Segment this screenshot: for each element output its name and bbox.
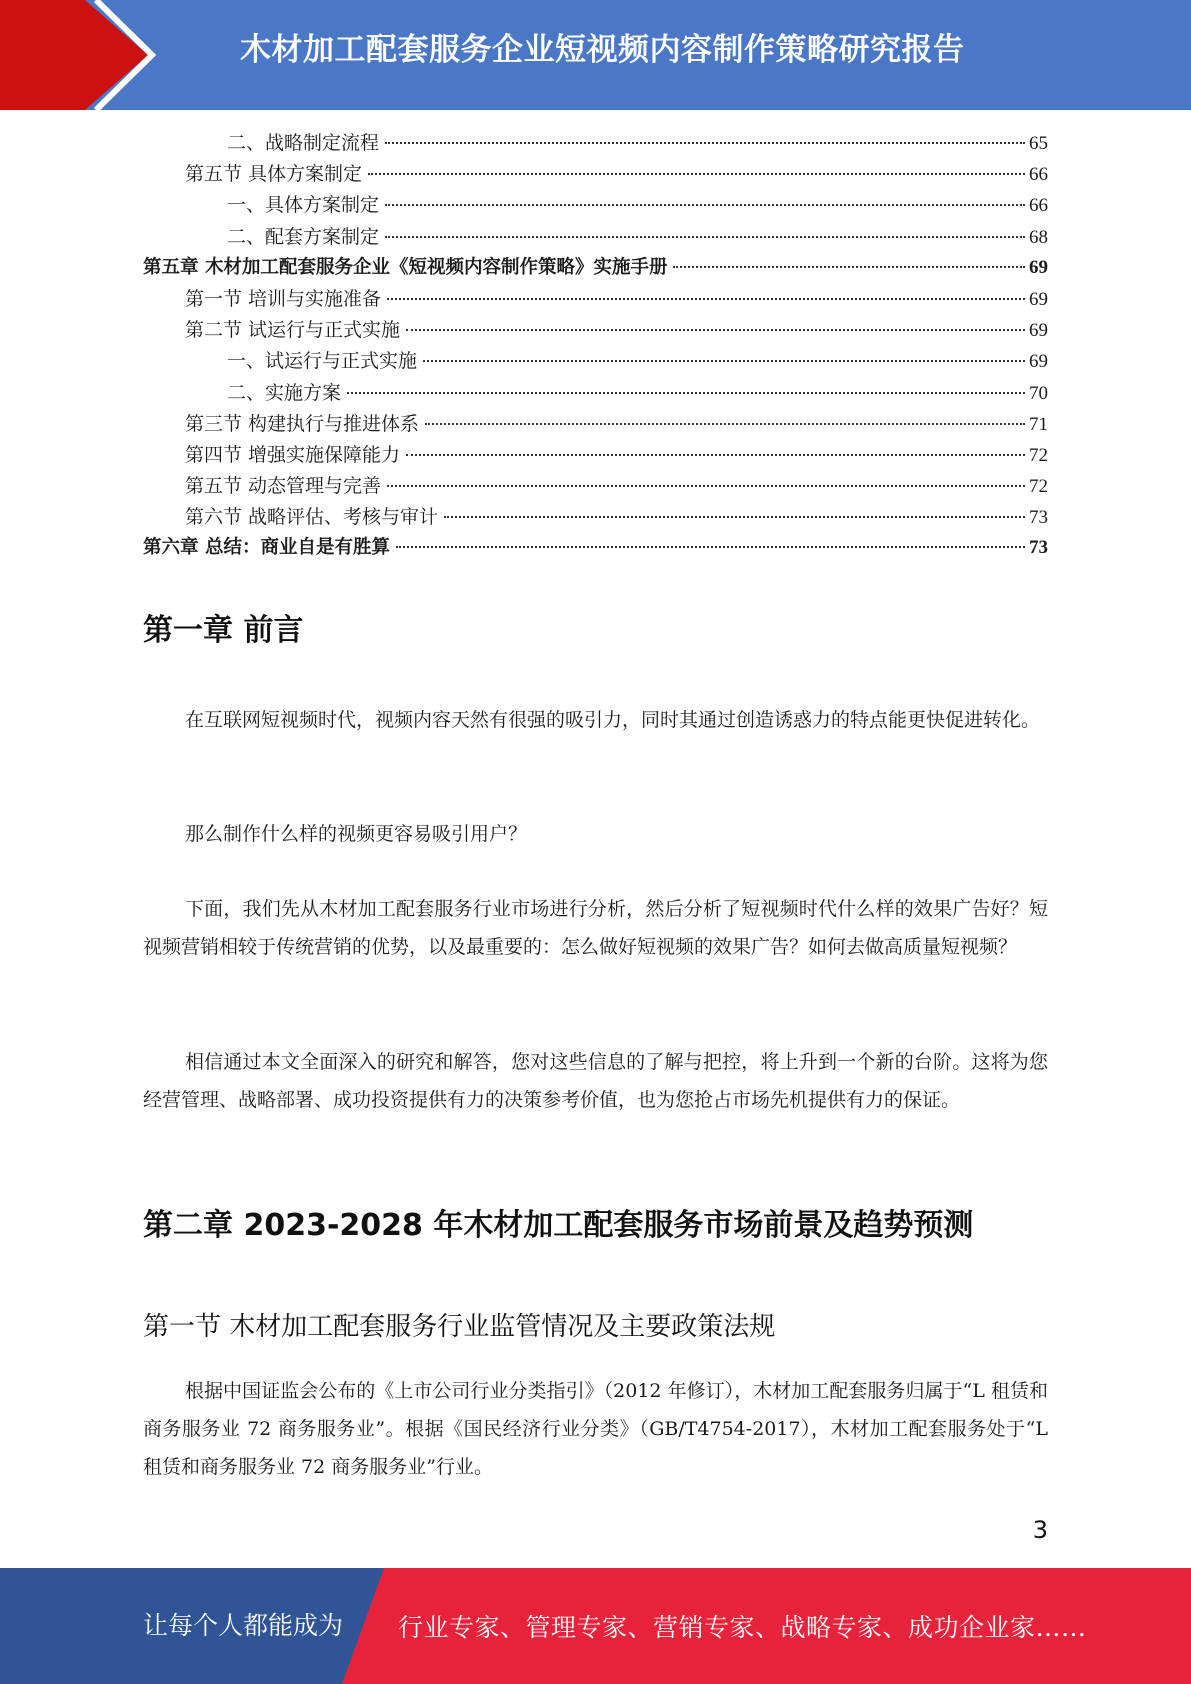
toc-entry[interactable] xyxy=(143,315,1048,346)
page-footer xyxy=(0,1568,1191,1684)
toc-entry-title: 第一节 培训与实施准备 xyxy=(185,287,382,310)
toc-dot-leader xyxy=(406,454,1025,456)
footer-slogan-left: 让每个人都能成为 xyxy=(143,1611,344,1640)
toc-dot-leader xyxy=(385,142,1025,144)
toc-entry-title: 二、配套方案制定 xyxy=(227,225,380,248)
toc-dot-leader xyxy=(387,298,1025,300)
toc-entry-title: 二、战略制定流程 xyxy=(227,132,380,154)
toc-entry-page: 66 xyxy=(1029,195,1048,217)
toc-entry-page: 72 xyxy=(1029,476,1048,498)
toc-entry-title: 第三节 构建执行与推进体系 xyxy=(185,412,420,435)
toc-entry-page: 72 xyxy=(1029,444,1048,466)
toc-dot-leader xyxy=(425,423,1025,425)
toc-dot-leader xyxy=(387,485,1025,487)
toc-entry[interactable] xyxy=(143,128,1048,159)
toc-entry-page: 69 xyxy=(1029,288,1048,310)
toc-entry-title: 第六节 战略评估、考核与审计 xyxy=(185,506,439,529)
toc-entry[interactable] xyxy=(143,159,1048,190)
toc-entry[interactable] xyxy=(143,409,1048,440)
toc-entry-title: 第五节 具体方案制定 xyxy=(185,163,363,186)
toc-entry-page: 68 xyxy=(1029,226,1048,248)
toc-entry-title: 第二节 试运行与正式实施 xyxy=(185,319,401,342)
chapter-1-paragraph-4: 相信通过本文全面深入的研究和解答，您对这些信息的了解与把控，将上升到一个新的台阶。这将为您经营管理、战略部署、成功投资提供有力的决策参考价值，也为您抢占市场先机提供有力的保证。 xyxy=(143,1051,1048,1111)
table-of-contents xyxy=(143,128,1048,565)
toc-dot-leader xyxy=(396,546,1025,548)
toc-entry-page: 73 xyxy=(1029,507,1048,529)
toc-entry[interactable] xyxy=(143,253,1048,284)
toc-entry[interactable] xyxy=(143,284,1048,315)
toc-entry[interactable] xyxy=(143,533,1048,564)
toc-entry[interactable] xyxy=(143,346,1048,377)
toc-entry-title: 第六章 总结：商业自是有胜算 xyxy=(143,537,390,559)
toc-entry-page: 73 xyxy=(1029,537,1048,559)
page-header xyxy=(0,0,1191,110)
toc-entry[interactable] xyxy=(143,222,1048,253)
toc-entry[interactable] xyxy=(143,440,1048,471)
toc-dot-leader xyxy=(385,204,1025,206)
toc-entry-page: 69 xyxy=(1029,351,1048,373)
chapter-1-paragraph-1: 在互联网短视频时代，视频内容天然有很强的吸引力，同时其通过创造诱惑力的特点能更快促进转化。 xyxy=(185,709,1041,731)
toc-entry-page: 69 xyxy=(1029,256,1048,278)
toc-entry-title: 一、试运行与正式实施 xyxy=(227,350,418,373)
section-1-heading: 第一节 木材加工配套服务行业监管情况及主要政策法规 xyxy=(143,1312,776,1342)
header-red-arrow-decoration xyxy=(0,0,160,110)
page-number: 3 xyxy=(1032,1516,1048,1544)
chapter-1-paragraph-3: 下面，我们先从木材加工配套服务行业市场进行分析，然后分析了短视频时代什么样的效果广告好？短视频营销相较于传统营销的优势，以及最重要的：怎么做好短视频的效果广告？如何去做高质量短视频？ xyxy=(143,898,1048,958)
chapter-2-heading: 第二章 2023-2028 年木材加工配套服务市场前景及趋势预测 xyxy=(143,1208,974,1243)
toc-entry-page: 70 xyxy=(1029,382,1048,404)
toc-entry-title: 第五章 木材加工配套服务企业《短视频内容制作策略》实施手册 xyxy=(143,256,668,278)
toc-entry-page: 66 xyxy=(1029,164,1048,186)
toc-entry-title: 第四节 增强实施保障能力 xyxy=(185,443,401,466)
toc-entry-title: 一、具体方案制定 xyxy=(227,194,380,217)
toc-entry[interactable] xyxy=(143,502,1048,533)
toc-dot-leader xyxy=(673,266,1025,268)
chapter-1-heading: 第一章 前言 xyxy=(143,613,304,648)
footer-slogan-right: 行业专家、管理专家、营销专家、战略专家、成功企业家…… xyxy=(398,1613,1087,1642)
toc-entry-title: 第五节 动态管理与完善 xyxy=(185,475,382,498)
toc-entry-title: 二、实施方案 xyxy=(227,381,342,404)
report-title: 木材加工配套服务企业短视频内容制作策略研究报告 xyxy=(240,32,965,68)
toc-entry[interactable] xyxy=(143,378,1048,409)
toc-dot-leader xyxy=(444,516,1025,518)
toc-dot-leader xyxy=(423,360,1025,362)
toc-dot-leader xyxy=(385,236,1025,238)
toc-entry-page: 65 xyxy=(1029,133,1048,154)
toc-dot-leader xyxy=(347,392,1025,394)
chapter-1-paragraph-2: 那么制作什么样的视频更容易吸引用户？ xyxy=(185,823,528,845)
toc-entry-page: 71 xyxy=(1029,413,1048,435)
toc-entry[interactable] xyxy=(143,471,1048,502)
toc-entry[interactable] xyxy=(143,190,1048,221)
toc-dot-leader xyxy=(368,173,1025,175)
toc-entry-page: 69 xyxy=(1029,320,1048,342)
section-1-paragraph: 根据中国证监会公布的《上市公司行业分类指引》（2012 年修订），木材加工配套服务归属于“L 租赁和商务服务业 72 商务服务业”。根据《国民经济行业分类》（GB/T4754-2017），木材加工配套服务处于“L 租赁和商务服务业 72 商务服务业”行业。 xyxy=(143,1380,1048,1478)
toc-dot-leader xyxy=(406,329,1025,331)
